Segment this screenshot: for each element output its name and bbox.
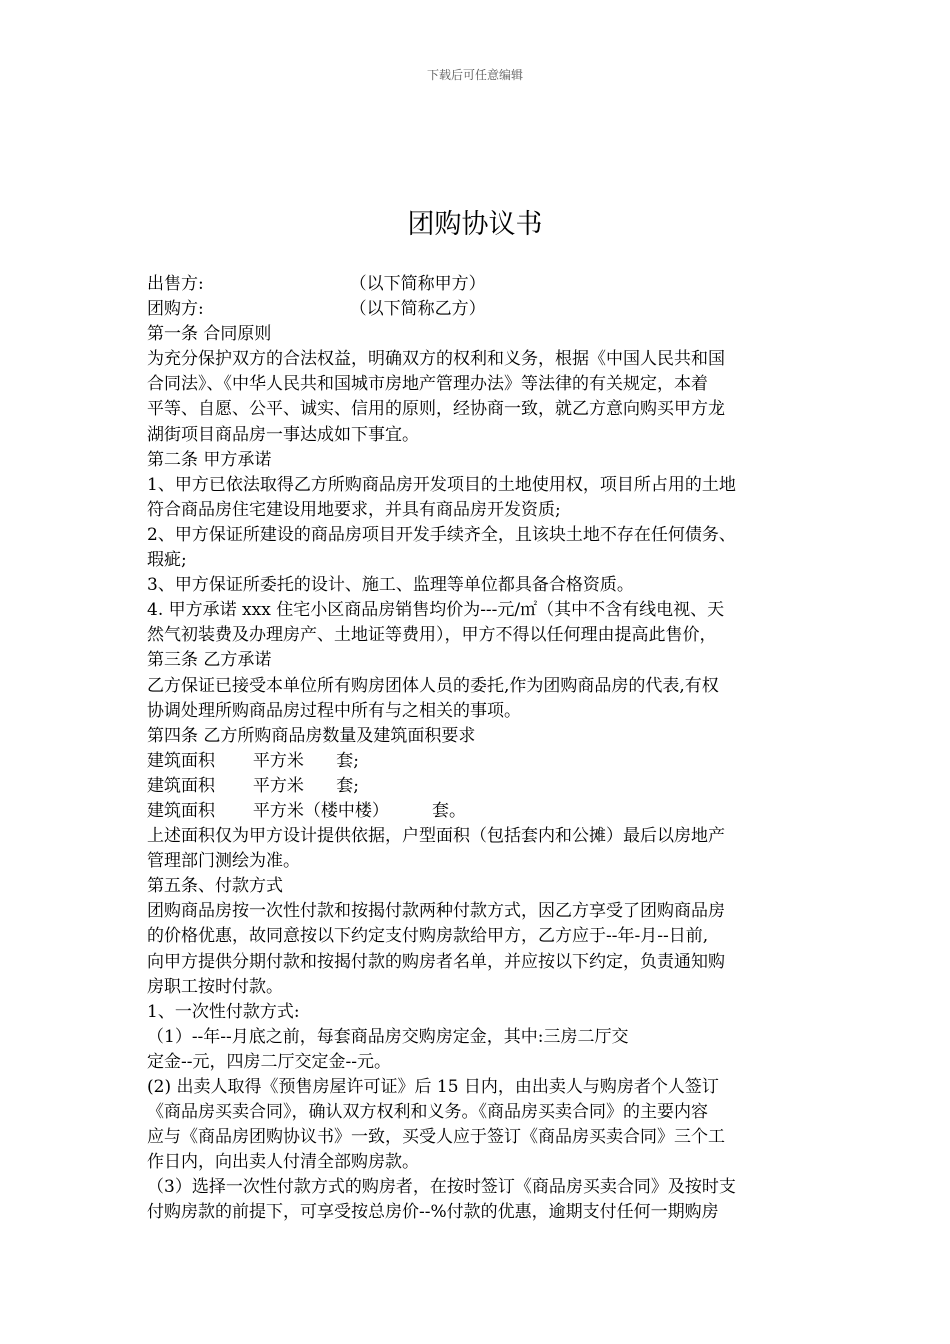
body-line: （3）选择一次性付款方式的购房者，在按时签订《商品房买卖合同》及按时支 <box>147 1177 736 1198</box>
body-line: 合同法》、《中华人民共和国城市房地产管理办法》等法律的有关规定，本着 <box>147 374 708 395</box>
body-line: 4. 甲方承诺 xxx 住宅小区商品房销售均价为---元/㎡（其中不含有线电视、天 <box>147 600 725 621</box>
body-line: 建筑面积 平方米 套; <box>147 775 359 796</box>
body-line: 的价格优惠，故同意按以下约定支付购房款给甲方，乙方应于--年-月--日前, <box>147 926 709 947</box>
body-line: 向甲方提供分期付款和按揭付款的购房者名单，并应按以下约定，负责通知购 <box>147 951 725 972</box>
body-line: (2) 出卖人取得《预售房屋许可证》后 15 日内，由出卖人与购房者个人签订 <box>147 1077 719 1097</box>
body-line: 1、一次性付款方式: <box>147 1001 300 1022</box>
body-line: 管理部门测绘为准。 <box>147 851 300 872</box>
body-line: （1）--年--月底之前，每套商品房交购房定金，其中:三房二厅交 <box>147 1026 629 1047</box>
body-line: 第五条、付款方式 <box>147 876 283 897</box>
body-line: 应与《商品房团购协议书》一致，买受人应于签订《商品房买卖合同》三个工 <box>147 1127 725 1148</box>
body-line: 3、甲方保证所委托的设计、施工、监理等单位都具备合格资质。 <box>147 575 634 596</box>
body-line: 协调处理所购商品房过程中所有与之相关的事项。 <box>147 700 521 721</box>
body-line: 第四条 乙方所购商品房数量及建筑面积要求 <box>147 725 476 746</box>
body-line: 定金--元，四房二厅交定金--元。 <box>147 1051 391 1072</box>
body-line: 乙方保证已接受本单位所有购房团体人员的委托,作为团购商品房的代表,有权 <box>147 675 719 696</box>
body-line: 然气初装费及办理房产、土地证等费用），甲方不得以任何理由提高此售价， <box>147 625 717 646</box>
body-line: 团购方: （以下简称乙方） <box>147 299 486 320</box>
body-line: 第一条 合同原则 <box>147 324 272 345</box>
document-body <box>147 272 810 1226</box>
body-line: 付购房款的前提下，可享受按总房价--%付款的优惠，逾期支付任何一期购房 <box>147 1202 719 1223</box>
body-line: 建筑面积 平方米（楼中楼） 套。 <box>147 800 467 821</box>
body-line: 湖街项目商品房一事达成如下事宜。 <box>147 424 419 445</box>
body-line: 《商品房买卖合同》，确认双方权利和义务。《商品房买卖合同》的主要内容 <box>147 1102 708 1123</box>
body-line: 作日内，向出卖人付清全部购房款。 <box>147 1152 419 1173</box>
body-line: 符合商品房住宅建设用地要求，并具有商品房开发资质; <box>147 499 561 520</box>
body-line: 为充分保护双方的合法权益，明确双方的权利和义务，根据《中国人民共和国 <box>147 349 725 370</box>
body-line: 房职工按时付款。 <box>147 976 283 997</box>
body-line: 出售方: （以下简称甲方） <box>147 274 486 294</box>
body-line: 平等、自愿、公平、诚实、信用的原则，经协商一致，就乙方意向购买甲方龙 <box>147 399 725 420</box>
body-line: 第三条 乙方承诺 <box>147 650 272 671</box>
page-header: 下载后可任意编辑 <box>426 68 523 82</box>
body-line: 第二条 甲方承诺 <box>147 449 272 470</box>
document-title: 团购协议书 <box>407 209 543 240</box>
body-line: 建筑面积 平方米 套; <box>147 750 359 771</box>
body-line: 瑕疵; <box>147 550 187 571</box>
body-line: 团购商品房按一次性付款和按揭付款两种付款方式，因乙方享受了团购商品房 <box>147 901 725 922</box>
body-line: 上述面积仅为甲方设计提供依据，户型面积（包括套内和公摊）最后以房地产 <box>147 826 725 847</box>
body-line: 2、甲方保证所建设的商品房项目开发手续齐全，且该块土地不存在任何债务、 <box>147 524 736 545</box>
body-line: 1、甲方已依法取得乙方所购商品房开发项目的土地使用权，项目所占用的土地 <box>147 474 736 495</box>
